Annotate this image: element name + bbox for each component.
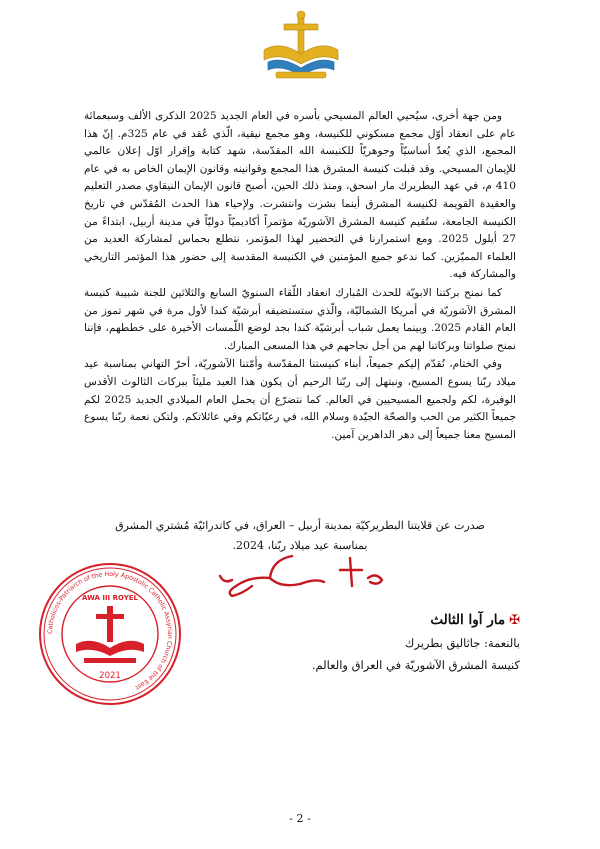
handwritten-signature xyxy=(200,548,400,604)
signer-church: كنيسة المشرق الآشوريّة في العراق والعالم. xyxy=(311,658,520,672)
paragraph-youth-conference: كما نمنح بركتنا الابويّة للحدث المُبارك انعقاد اللّقاء السنويّ السابع والثلاثين للجنة شبيبة كنيسة المشرق الآشوريّة في أمريكا الشماليّة، والّذي ستستضيفه أبرشيّة كندا لأول مرة في شهر تموز من العام القادم 2025. وبينما يعمل شباب أبرشيّة كندا بجد لوضع اللّمسات الأخيرة على خططهم، فإننا نمنح صلواتنا وبركاتنا لهم من أجل نجاحهم في هذا المسعى المبارك. xyxy=(84,286,516,352)
page-number: - 2 - xyxy=(289,812,311,825)
church-emblem-logo xyxy=(258,10,344,84)
signer-name: مار آوا الثالث xyxy=(430,612,506,628)
patriarchal-seal xyxy=(36,560,184,708)
seal-name-text: AWA III ROYEL xyxy=(81,594,139,602)
cross-icon: ✠ xyxy=(509,613,520,628)
issue-line-occasion: بمناسبة عيد ميلاد ربّنا، 2024. xyxy=(232,539,368,552)
letter-body xyxy=(84,108,516,445)
seal-ring-text: Catholicos-Patriarch of the Holy Apostolic Catholic Assyrian Church of the East xyxy=(46,570,174,691)
signer-title: بالنعمة: جاثاليق بطريرك xyxy=(404,636,520,650)
issue-line-place: صدرت عن قلايتنا البطريركيّة بمدينة أربيل – العراق، في كاتدرائيّة مُشتري المشرق xyxy=(115,519,485,532)
seal-year: 2021 xyxy=(99,671,121,681)
paragraph-closing-blessing: وفي الختام، نُقدّم إليكم جميعاً، أبناء كنيستنا المقدّسة وأمّتنا الآشوريّة، أحرّ التهاني بمناسبة عيد ميلاد ربّنا يسوع المسيح، ونبتهل إلى ربّنا الرحيم أن يكون هذا العيد مليئاً ببركات الثالوث الأقدس الوفيرة، لكم ولجميع المسيحيين في العالم. كما نتضرّع أن يحمل العام الميلادي الجديد 2025 لكم جميعاً الكثير من الحب والصحّة الجيّدة وسلام الله، في رعيّاتكم وفي عائلاتكم. ولتكن نعمة ربّنا يسوع المسيح معنا جميعاً إلى دهر الداهرين آمين. xyxy=(84,358,516,441)
paragraph-nicaea: ومن جهة أخرى، سيُحيي العالم المسيحي بأسره في العام الجديد 2025 الذكرى الألف وسبعمائة عام على انعقاد أوّل مجمع مسكوني للكنيسة، وهو مجمع نيقية، الّذي عُقد في عام 325م. إنّ هذا المجمع، الذي يُعدّ أساسيّاً وجوهريّاً للكنيسة الله المقدّسة، شهد كتابة وإقرار اوّل إعلان عالمي للإيمان المسيحي. وقد قبلت كنيسة المشرق هذا المجمع وقوانينه وقانون الإيمان الخاص به في عام 410 م، في عهد البطريرك مار اسحق، ومنذ ذلك الحين، أصبح قانون الإيمان النيقاوي مصدر التعليم والعقيدة القويمة لكنيسة المشرق أينما بشرت وانتشرت. ولإحياء هذا الحدث المُقدّس في تاريخ الكنيسة الجامعة، ستُقيم كنيسة المشرق الآشوريّة مؤتمراً أكاديميّاً دوليّاً في مدينة أربيل، ابتداءً من 27 أيلول 2025. ومع استمرارنا في التحضير لهذا المؤتمر، نتطلع بحماس لمشاركة العديد من العلماء المميّزين. كما ندعو جميع المؤمنين في الكنيسة المقدسة إلى حضور هذا المؤتمر التاريخي والمشاركة فيه. xyxy=(84,110,516,281)
signer-name-line xyxy=(190,612,520,628)
